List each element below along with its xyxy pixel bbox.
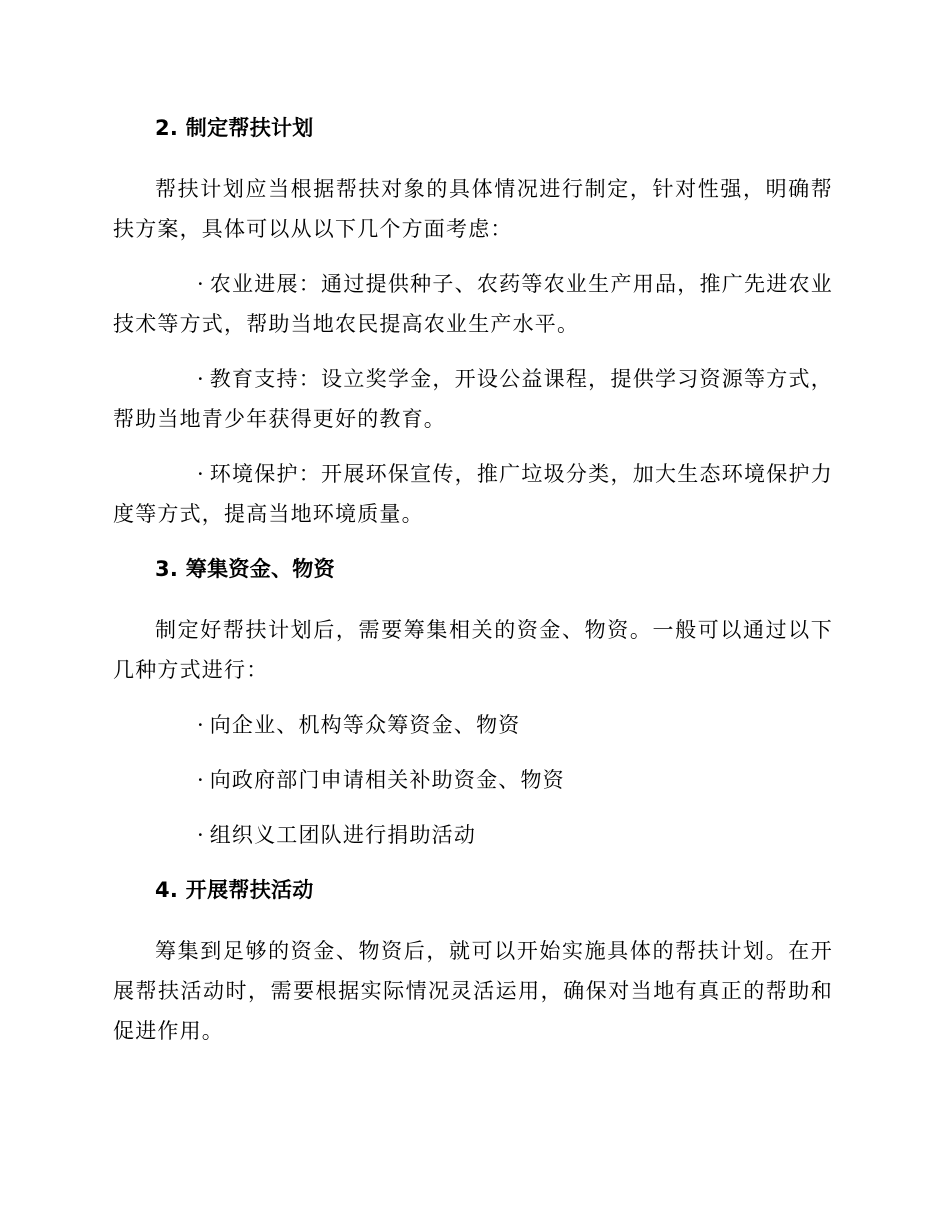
- bullet-icon: ·: [197, 713, 204, 737]
- section-heading-activities: 4. 开展帮扶活动: [155, 878, 314, 902]
- list-item: [113, 454, 833, 534]
- bullet-icon: ·: [197, 823, 204, 847]
- bullet-icon: ·: [197, 272, 204, 296]
- list-item-text: 农业进展：通过提供种子、农药等农业生产用品，推广先进农业技术等方式，帮助当地农民提高农业生产水平。: [113, 272, 833, 336]
- list-item: [113, 264, 833, 344]
- list-item-text: 向政府部门申请相关补助资金、物资: [209, 768, 565, 792]
- list-item: [113, 359, 833, 439]
- section-intro-activities: 筹集到足够的资金、物资后，就可以开始实施具体的帮扶计划。在开展帮扶活动时，需要根据实际情况灵活运用，确保对当地有真正的帮助和促进作用。: [113, 939, 833, 1043]
- section-heading-funding: 3. 筹集资金、物资: [155, 557, 335, 581]
- list-item-text: 教育支持：设立奖学金，开设公益课程，提供学习资源等方式，帮助当地青少年获得更好的教育。: [113, 367, 833, 431]
- bullet-icon: ·: [197, 768, 204, 792]
- bullet-icon: ·: [197, 367, 204, 391]
- list-item: [113, 760, 833, 800]
- list-item: [113, 815, 833, 855]
- list-item-text: 环境保护：开展环保宣传，推广垃圾分类，加大生态环境保护力度等方式，提高当地环境质量。: [113, 462, 833, 526]
- list-item-text: 组织义工团队进行捐助活动: [209, 823, 477, 847]
- list-item-text: 向企业、机构等众筹资金、物资: [209, 713, 521, 737]
- section-heading-plan: 2. 制定帮扶计划: [155, 116, 314, 140]
- section-intro-plan: 帮扶计划应当根据帮扶对象的具体情况进行制定，针对性强，明确帮扶方案，具体可以从以下几个方面考虑：: [113, 177, 833, 241]
- list-item: [113, 705, 833, 745]
- document-body: [113, 108, 833, 1066]
- section-intro-funding: 制定好帮扶计划后，需要筹集相关的资金、物资。一般可以通过以下几种方式进行：: [113, 618, 833, 682]
- bullet-icon: ·: [197, 462, 204, 486]
